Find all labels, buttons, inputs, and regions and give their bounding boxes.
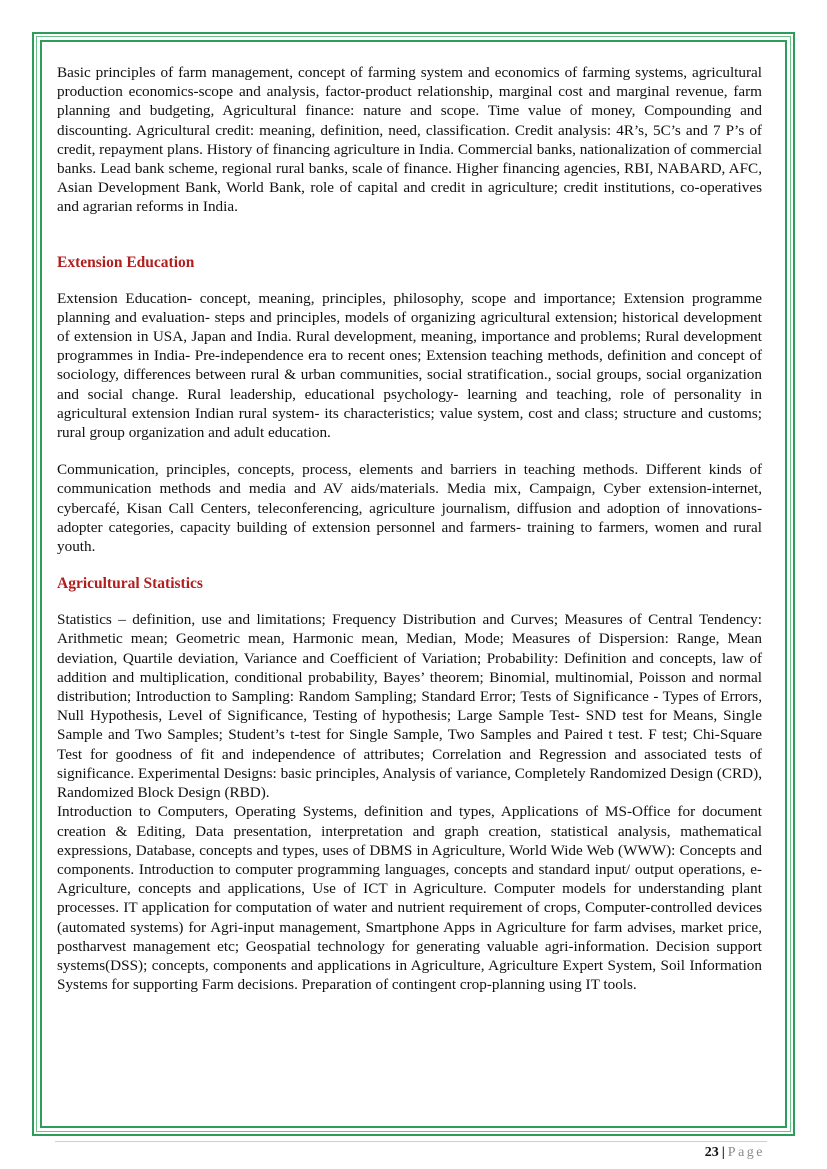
spacer [57,217,762,253]
footer-divider [55,1141,767,1142]
paragraph-statistics-2: Introduction to Computers, Operating Systems, definition and types, Applications of MS-Office for document creation & Editing, Data presentation, interpretation and graph creation, statistical analysis, mathematical expressions, Database, concepts and types, uses of DBMS in Agriculture, World Wide Web (WWW): Concepts and components. Introduction to computer programming languages, concepts and standard input/ output operations, e-Agriculture, concepts and applications, Use of ICT in Agriculture. Computer models for understanding plant processes. IT application for computation of water and nutrient requirement of crops, Computer-controlled devices (automated systems) for Agri-input management, Smartphone Apps in Agriculture for farm advises, market price, postharvest management etc; Geospatial technology for generating valuable agri-information. Decision support systems(DSS); concepts, components and applications in Agriculture, Agriculture Expert System, Soil Information Systems for supporting Farm decisions. Preparation of contingent crop-planning using IT tools. [57,803,762,994]
paragraph-farm-management: Basic principles of farm management, concept of farming system and economics of farming systems, agricultural production economics-scope and analysis, factor-product relationship, marginal cost and marginal revenue, farm planning and budgeting, Agricultural finance: nature and scope. Time value of money, Compounding and discounting. Agricultural credit: meaning, definition, need, classification. Credit analysis: 4R’s, 5C’s and 7 P’s of credit, repayment plans. History of financing agriculture in India. Commercial banks, nationalization of commercial banks. Lead bank scheme, regional rural banks, scale of finance. Higher financing agencies, RBI, NABARD, AFC, Asian Development Bank, World Bank, role of capital and credit in agriculture; credit institutions, co-operatives and agrarian reforms in India. [57,64,762,216]
footer-separator: | [721,1145,725,1160]
paragraph-extension-1: Extension Education- concept, meaning, principles, philosophy, scope and importance; Extension programme planning and evaluation- steps and principles, models of organizing agricultural extension; historical development of extension in USA, Japan and India. Rural development, meaning, importance and problems; Rural development programmes in India- Pre-independence era to recent ones; Extension teaching methods, definition and concept of sociology, differences between rural & urban communities, social stratification., social groups, social organization and social change. Rural leadership, educational psychology- learning and teaching, role of personality in agricultural extension Indian rural system- its characteristics; value system, cost and class; structure and customs; rural group organization and adult education. [57,289,762,442]
paragraph-extension-2: Communication, principles, concepts, process, elements and barriers in teaching methods. Different kinds of communication methods and media and AV aids/materials. Media mix, Campaign, Cyber extension-internet, cybercafé, Kisan Call Centers, teleconferencing, agriculture journalism, diffusion and adoption of innovations- adopter categories, capacity building of extension personnel and farmers- training to farmers, women and rural youth. [57,461,762,556]
heading-extension-education: Extension Education [57,253,195,271]
page-label: Page [727,1145,765,1160]
spacer [57,442,762,460]
spacer [57,556,762,574]
spacer [57,272,762,289]
page-number: 23 [704,1145,719,1160]
page-footer [705,1145,765,1161]
heading-agricultural-statistics: Agricultural Statistics [57,575,203,593]
page-content [57,63,762,994]
paragraph-statistics-1: Statistics – definition, use and limitations; Frequency Distribution and Curves; Measures of Central Tendency: Arithmetic mean; Geometric mean, Harmonic mean, Median, Mode; Measures of Dispersion: Range, Mean deviation, Quartile deviation, Variance and Coefficient of Variation; Probability: Definition and concepts, law of addition and multiplication, conditional probability, Bayes’ theorem; Binomial, multinomial, Poisson and normal distribution; Introduction to Sampling: Random Sampling; Standard Error; Tests of Significance - Types of Errors, Null Hypothesis, Level of Significance, Testing of hypothesis; Large Sample Test- SND test for Means, Single Sample and Two Samples; Student’s t-test for Single Sample, Two Samples and Paired t test. F test; Chi-Square Test for goodness of fit and independence of attributes; Correlation and Regression and associated tests of significance. Experimental Designs: basic principles, Analysis of variance, Completely Randomized Design (CRD), Randomized Block Design (RBD). [57,611,762,802]
spacer [57,593,762,610]
